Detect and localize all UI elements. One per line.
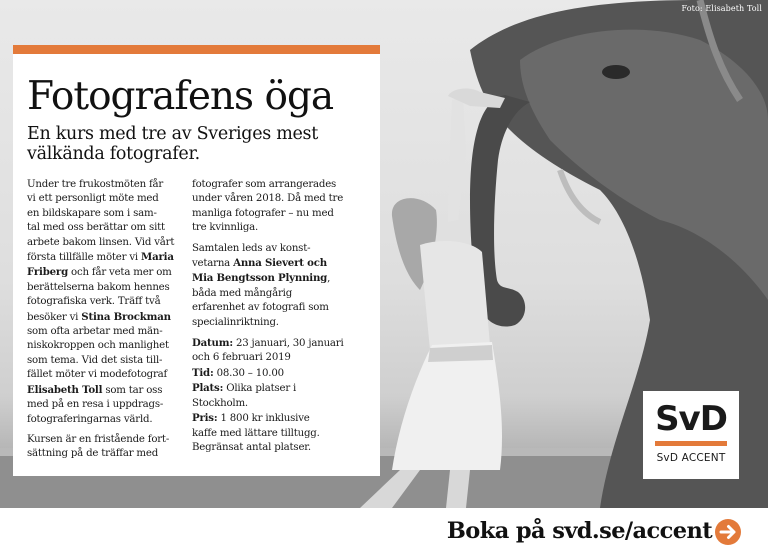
logo-rule [655,441,727,446]
logo-wordmark: SvD [655,399,727,439]
text-line: en bildskapare som i sam- [27,207,157,219]
text-line: specialinriktning. [192,316,279,328]
photographer-name: Friberg [27,266,68,279]
text-line [27,265,179,280]
text-line: fället möter vi modefotograf [27,369,168,381]
time-line [192,366,364,381]
photographer-name: Elisabeth Toll [27,383,103,396]
accent-bar [13,45,380,54]
price-line [192,411,364,426]
text-line: Under tre frukostmöten får [27,179,164,190]
woman-leg-right [446,470,470,508]
photographer-name: Maria [141,251,174,264]
article-column-1 [27,178,179,462]
cta-strip [0,508,768,560]
text-line: sättning på de träffar med [27,448,159,460]
arrow-right-glyph [715,519,741,545]
subheadline: En kurs med tre av Sveriges mest välkända fotografer. [27,124,318,164]
price-line: Begränsat antal platser. [192,441,311,453]
text-run: som tar oss [105,384,163,396]
text-line: tal med oss berättar om sitt [27,222,165,234]
price-label: Pris: [192,412,218,425]
moderator-name: Mia Bengtsson Plynning [192,272,328,285]
photographer-name: Stina Brockman [81,310,171,323]
date-value: 23 januari, 30 januari [235,338,344,350]
text-run: , [327,273,331,285]
text-line [27,383,179,398]
place-label: Plats: [192,382,224,395]
text-run: besöker vi [27,311,79,323]
date-line: och 6 februari 2019 [192,352,291,364]
woman-top [420,241,490,350]
text-line: som ofta arbetar med män- [27,326,163,338]
text-line [192,256,364,271]
arrow-right-circle-icon[interactable] [715,519,741,545]
text-line [27,310,179,325]
price-value: 1 800 kr inklusive [220,413,310,425]
woman-arm [448,96,466,222]
time-value: 08.30 – 10.00 [216,367,284,379]
text-line: niskokroppen och manlighet [27,340,169,352]
text-line: Kursen är en fristående fort- [27,433,170,445]
text-run: vetarna [192,258,231,270]
text-line: arbete bakom linsen. Vid vårt [27,236,175,248]
elephant-eye [602,65,630,79]
text-line: fotograferingarnas värld. [27,413,153,425]
logo-subtitle: SvD ACCENT [656,452,726,464]
text-line: berättelserna bakom hennes [27,281,170,293]
text-line: vi ett personligt möte med [27,193,159,205]
place-line [192,381,364,396]
text-line: tre kvinnliga. [192,222,259,234]
photo-credit: Foto: Elisabeth Toll [681,4,762,13]
headline: Fotografens öga [27,74,334,119]
text-line [192,271,364,286]
text-run: första tillfälle möter vi [27,252,138,264]
place-value: Olika platser i [226,383,297,395]
moderator-name: Anna Sievert och [233,257,327,270]
cta-link[interactable]: Boka på svd.se/accent [446,518,712,544]
svd-accent-logo [643,391,739,479]
text-line: under våren 2018. Då med tre [192,193,344,205]
text-line: erfarenhet av fotografi som [192,302,329,314]
article-column-2 [192,178,364,455]
text-line: fotografiska verk. Träff två [27,296,161,308]
date-label: Datum: [192,337,233,350]
text-line [27,250,179,265]
text-line: båda med mångårig [192,287,293,299]
price-line: kaffe med lättare tilltugg. [192,427,320,439]
text-line: manliga fotografer – nu med [192,207,334,219]
place-line: Stockholm. [192,397,248,409]
text-line: som tema. Vid det sista till- [27,354,163,366]
text-line: med på en resa i uppdrags- [27,399,164,411]
date-line [192,336,364,351]
text-line: Samtalen leds av konst- [192,242,311,254]
text-run: och får veta mer om [71,267,172,279]
text-line: fotografer som arrangerades [192,179,337,190]
time-label: Tid: [192,366,214,379]
